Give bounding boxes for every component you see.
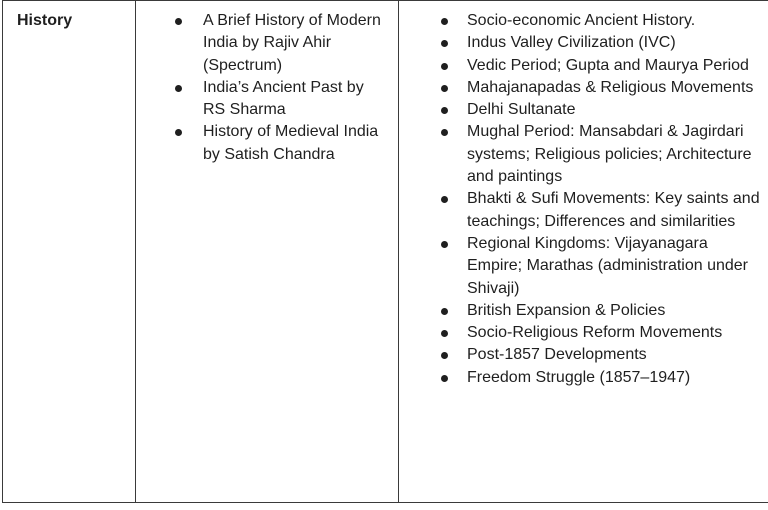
books-list: [136, 1, 398, 166]
topic-item: [399, 233, 760, 300]
bullet-icon: [441, 18, 448, 25]
topic-item-text: Indus Valley Civilization (IVC): [467, 34, 676, 52]
subject-cell: [3, 1, 136, 503]
bullet-icon: [441, 330, 448, 337]
topic-item: [399, 32, 760, 54]
topic-item: [399, 77, 760, 99]
topic-item: [399, 322, 760, 344]
topic-item: [399, 55, 760, 77]
topic-item: [399, 300, 760, 322]
bullet-icon: [441, 129, 448, 136]
bullet-icon: [175, 129, 182, 136]
topic-item: [399, 188, 760, 233]
book-item: [136, 10, 390, 77]
topic-item-text: British Expansion & Policies: [467, 301, 666, 319]
topic-item-text: Socio-economic Ancient History.: [467, 12, 696, 29]
table-row: [3, 1, 768, 503]
bullet-icon: [441, 241, 448, 248]
book-item-text: History of Medieval India by Satish Chandra: [203, 123, 379, 163]
topic-item: [399, 367, 760, 389]
topic-item-text: Mughal Period: Mansabdari & Jagirdari systems; Religious policies; Architecture and paintings: [467, 123, 752, 186]
topic-item: [399, 10, 760, 32]
topic-item-text: Post-1857 Developments: [467, 346, 647, 364]
topics-cell: [399, 1, 768, 503]
topic-item-text: Regional Kingdoms: Vijayanagara Empire; Marathas (administration under Shivaji): [467, 234, 749, 297]
bullet-icon: [441, 352, 448, 359]
topic-item-text: Vedic Period; Gupta and Maurya Period: [467, 56, 749, 74]
topic-item-text: Freedom Struggle (1857–1947): [467, 368, 691, 386]
bullet-icon: [175, 85, 182, 92]
bullet-icon: [175, 18, 182, 25]
bullet-icon: [441, 375, 448, 382]
book-item: [136, 77, 390, 122]
topics-list: [399, 1, 768, 389]
topic-item: [399, 344, 760, 366]
book-item-text: A Brief History of Modern India by Rajiv Ahir (Spectrum): [203, 12, 381, 74]
syllabus-table: [2, 0, 768, 503]
topic-item: [399, 121, 760, 188]
bullet-icon: [441, 107, 448, 114]
bullet-icon: [441, 85, 448, 92]
topic-item: [399, 99, 760, 121]
book-item: [136, 121, 390, 166]
books-cell: [136, 1, 399, 503]
topic-item-text: Delhi Sultanate: [467, 101, 576, 119]
book-item-text: India’s Ancient Past by RS Sharma: [203, 78, 364, 119]
bullet-icon: [441, 63, 448, 70]
bullet-icon: [441, 40, 448, 47]
subject-label: History: [17, 12, 73, 29]
bullet-icon: [441, 308, 448, 315]
topic-item-text: Mahajanapadas & Religious Movements: [467, 78, 754, 96]
bullet-icon: [441, 196, 448, 203]
topic-item-text: Bhakti & Sufi Movements: Key saints and teachings; Differences and similarities: [467, 190, 760, 230]
topic-item-text: Socio-Religious Reform Movements: [467, 324, 723, 342]
